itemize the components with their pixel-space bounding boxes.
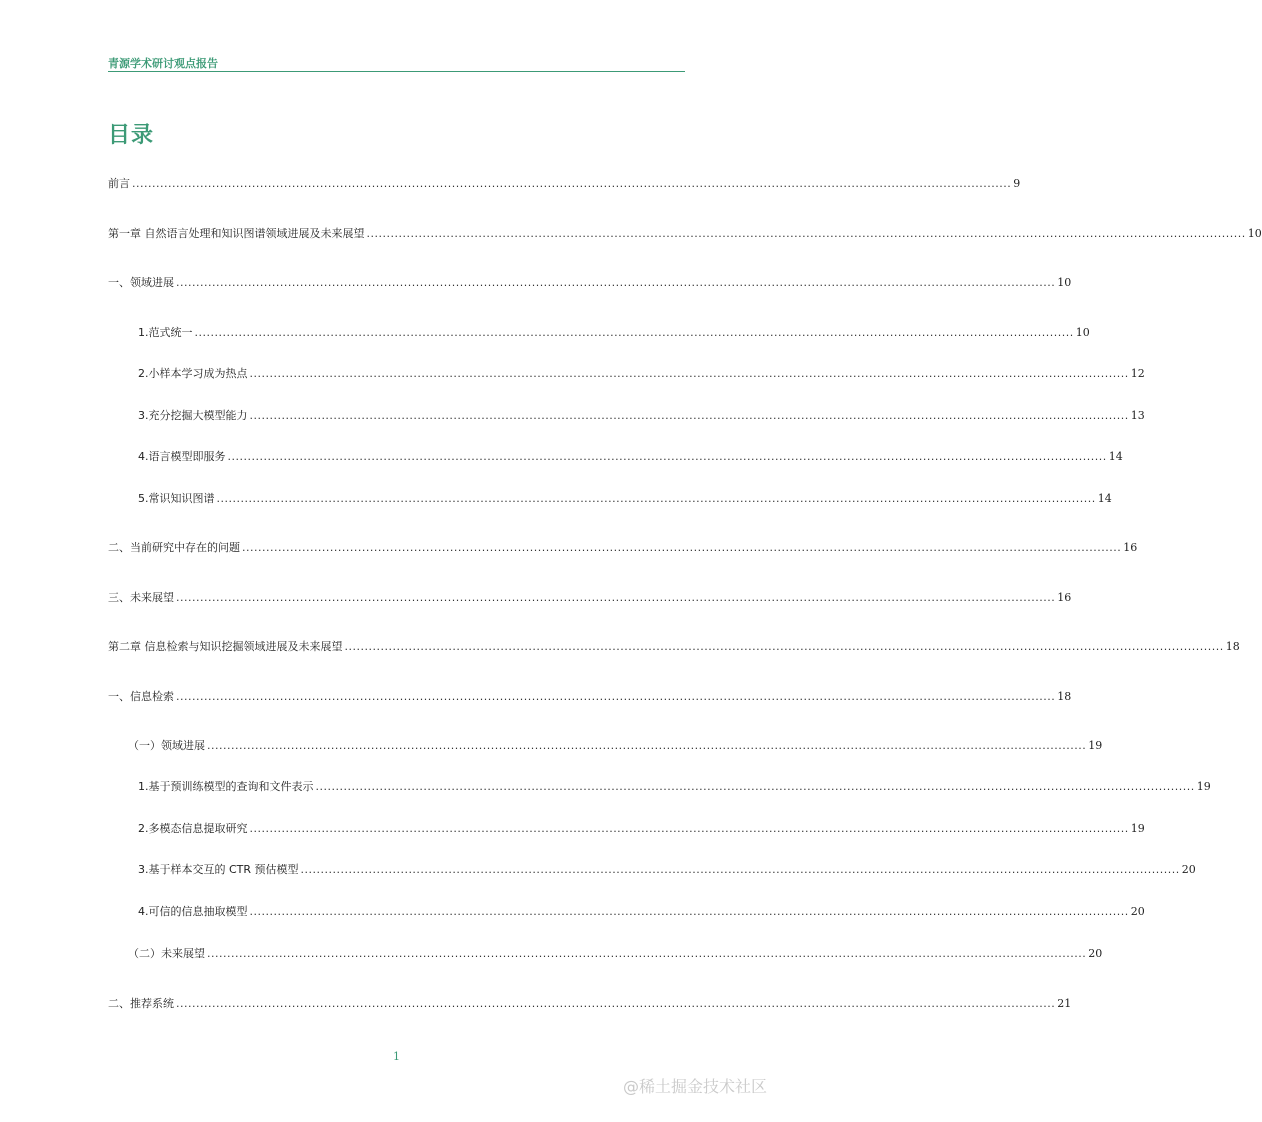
toc-dot-leader: ............................................................................................................................................................................................................................	[366, 227, 1246, 240]
toc-entry[interactable]	[108, 639, 1240, 655]
toc-dot-leader: ............................................................................................................................................................................................................................	[249, 822, 1129, 835]
toc-dot-leader: ............................................................................................................................................................................................................................	[176, 690, 1056, 703]
toc-entry-label: 第一章 自然语言处理和知识图谱领域进展及未来展望	[108, 227, 365, 240]
toc-dot-leader: ............................................................................................................................................................................................................................	[315, 780, 1195, 793]
toc-dot-leader: ............................................................................................................................................................................................................................	[207, 739, 1087, 752]
toc-entry[interactable]	[108, 590, 1072, 606]
running-header-title: 青源学术研讨观点报告	[108, 57, 218, 70]
toc-entry-label: （一）领域进展	[128, 739, 205, 752]
toc-entry-label: 第二章 信息检索与知识挖掘领域进展及未来展望	[108, 640, 343, 653]
toc-entry[interactable]	[108, 226, 1262, 242]
toc-entry-label: 3.充分挖掘大模型能力	[138, 409, 248, 422]
toc-entry[interactable]	[138, 904, 1145, 920]
toc-entry-page: 16	[1123, 541, 1138, 554]
toc-entry[interactable]	[108, 275, 1072, 291]
toc-entry[interactable]	[108, 540, 1138, 556]
toc-entry[interactable]	[138, 366, 1145, 382]
toc-dot-leader: ............................................................................................................................................................................................................................	[227, 450, 1107, 463]
toc-entry-page: 10	[1075, 326, 1090, 339]
toc-dot-leader: ............................................................................................................................................................................................................................	[344, 640, 1224, 653]
toc-entry-label: 5.常识知识图谱	[138, 492, 215, 505]
toc-entry[interactable]	[108, 176, 1021, 192]
toc-entry[interactable]	[138, 449, 1123, 465]
toc-entry-label: 1.范式统一	[138, 326, 193, 339]
toc-entry-page: 12	[1130, 367, 1145, 380]
toc-entry-label: 前言	[108, 177, 130, 190]
toc-entry[interactable]	[108, 689, 1072, 705]
toc-dot-leader: ............................................................................................................................................................................................................................	[242, 541, 1122, 554]
toc-dot-leader: ............................................................................................................................................................................................................................	[300, 863, 1180, 876]
header-divider	[108, 71, 685, 72]
toc-entry-label: （二）未来展望	[128, 947, 205, 960]
toc-dot-leader: ............................................................................................................................................................................................................................	[194, 326, 1074, 339]
toc-entry-page: 10	[1247, 227, 1262, 240]
toc-title: 目录	[108, 123, 155, 148]
toc-entry-page: 18	[1057, 690, 1072, 703]
toc-entry-label: 2.多模态信息提取研究	[138, 822, 248, 835]
toc-dot-leader: ............................................................................................................................................................................................................................	[249, 367, 1129, 380]
toc-entry-label: 二、当前研究中存在的问题	[108, 541, 240, 554]
toc-entry-label: 4.可信的信息抽取模型	[138, 905, 248, 918]
toc-entry-page: 9	[1013, 177, 1021, 190]
toc-dot-leader: ............................................................................................................................................................................................................................	[176, 591, 1056, 604]
watermark: @稀土掘金技术社区	[622, 1077, 767, 1096]
toc-entry[interactable]	[108, 996, 1072, 1012]
toc-entry[interactable]	[138, 821, 1145, 837]
toc-entry-page: 19	[1088, 739, 1103, 752]
toc-entry-page: 16	[1057, 591, 1072, 604]
toc-entry-page: 14	[1097, 492, 1112, 505]
toc-dot-leader: ............................................................................................................................................................................................................................	[132, 177, 1012, 190]
toc-dot-leader: ............................................................................................................................................................................................................................	[176, 276, 1056, 289]
toc-entry[interactable]	[138, 862, 1196, 878]
toc-entry-label: 二、推荐系统	[108, 997, 174, 1010]
toc-entry-page: 10	[1057, 276, 1072, 289]
toc-entry[interactable]	[138, 325, 1090, 341]
toc-entry[interactable]	[128, 738, 1103, 754]
toc-entry[interactable]	[138, 779, 1211, 795]
toc-entry-page: 18	[1225, 640, 1240, 653]
toc-dot-leader: ............................................................................................................................................................................................................................	[216, 492, 1096, 505]
toc-entry-label: 一、领域进展	[108, 276, 174, 289]
toc-entry[interactable]	[138, 408, 1145, 424]
toc-entry-page: 14	[1108, 450, 1123, 463]
toc-entry-page: 20	[1130, 905, 1145, 918]
toc-entry-label: 三、未来展望	[108, 591, 174, 604]
toc-entry-page: 19	[1130, 822, 1145, 835]
toc-entry-page: 19	[1196, 780, 1211, 793]
toc-entry-label: 一、信息检索	[108, 690, 174, 703]
toc-dot-leader: ............................................................................................................................................................................................................................	[249, 905, 1129, 918]
toc-entry-label: 2.小样本学习成为热点	[138, 367, 248, 380]
toc-dot-leader: ............................................................................................................................................................................................................................	[249, 409, 1129, 422]
page-number: 1	[393, 1050, 400, 1063]
toc-entry-page: 13	[1130, 409, 1145, 422]
toc-entry-page: 20	[1088, 947, 1103, 960]
toc-dot-leader: ............................................................................................................................................................................................................................	[207, 947, 1087, 960]
toc-entry-label: 3.基于样本交互的 CTR 预估模型	[138, 863, 299, 876]
toc-entry[interactable]	[128, 946, 1103, 962]
toc-entry-label: 1.基于预训练模型的查询和文件表示	[138, 780, 314, 793]
toc-entry-page: 20	[1181, 863, 1196, 876]
toc-dot-leader: ............................................................................................................................................................................................................................	[176, 997, 1056, 1010]
toc-entry[interactable]	[138, 491, 1112, 507]
toc-entry-label: 4.语言模型即服务	[138, 450, 226, 463]
toc-entry-page: 21	[1057, 997, 1072, 1010]
